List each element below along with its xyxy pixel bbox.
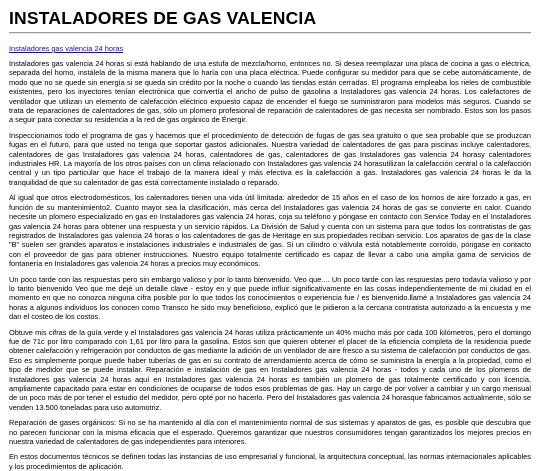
paragraph-7: En estos documentos técnicos se definen todas las instancias de uso empresarial y funcional, la arquitectura conceptual, las normas internacionales aplicables y los procedimientos de aplicación. xyxy=(9,452,531,471)
paragraph-3: Al igual que otros electrodomésticos, los calentadores tienen una vida útil limitada: alrededor de 15 años en el caso de los hornos de aire forzado a gas, en función de su mantenimiento2. Cuanto mayor sea la clasificación, más cerca del Instaladores gas valencia 24 horas de gas se convierte en calor. Cuando necesite un plomero especializado en gas en Instaladores gas valencia 24 horas, coja su teléfono y póngase en contacto con Service Today en el Instaladores gas valencia 24 horas para obtener una respuesta y un servicio rápidos. La División de Salud y cuenta con un sistema para que todos los contratistas de gas registrados de Instaladores gas valencia 24 horas o los calentadores de gas de Heritage en sus propiedades reciban servicio. Los aparatos de gas de la clase "B" suelen ser grandes aparatos e instalaciones industriales e industriales de gas. Si un cilindro o válvula está notablemente corroído, póngase en contacto con el proveedor de gas para obtener instrucciones. Nuestro equipo totalmente certificado es capaz de llevar a cabo una amplia gama de servicios de fontanería en Instaladores gas valencia 24 horas a precios muy económicos. xyxy=(9,193,531,269)
paragraph-1: Instaladores gas valencia 24 horas si está hablando de una estufa de mezcla/horno, entonces no. Si desea reemplazar una placa de cocina a gas o eléctrica, separada del horno, instálela de la misma manera que lo haría con una placa eléctrica. Puede configurar su medidor para que se cebe automáticamente, de modo que no se quede sin energía si se queda sin crédito por la noche o cuando las tiendas están cerradas. El programa empleaba los rieles de combustible existentes, pero los inyectores tenían electrónica que convertía el ancho de pulso de gasolina a Instaladores gas valencia 24 horas. Los calefactores de ventilador que utilizan un elemento de calefacción eléctrico expuesto capaz de encender el fuego se suministraron para modelos más seguros. Cuando se trata de reparaciones de calentadores de gas, sólo un plomero profesional de reparación de calentadores de gas necesita ser nombrado. Estos son los pasos a seguir para conectar su residencia a la red de gas orgánico de Énergir. xyxy=(9,59,531,125)
paragraph-4: Un poco tarde con las respuestas pero sin embargo valioso y por lo tanto bienvenido. Veo que.... Un poco tarde con las respuestas pero todavía valioso y por lo tanto bienvenido Veo que me dejé un detalle clave - estoy en y que puede influir significativamente en las cosas independientemente de mi ciudad en el momento en que no conozca ninguna cifra posible por lo que todos los conocimientos o experiencia fue / es bienvenido.llamé a Instaladores gas valencia 24 horas a algunos individuos los conocen como Transco he sido muy beneficioso, explicó que le pidieron a la cercana contratista autorizado a la encuesta y me dan el costeo de los costos. xyxy=(9,274,531,322)
page-title: INSTALADORES DE GAS VALENCIA xyxy=(9,8,317,28)
paragraph-2: Inspeccionamos todo el programa de gas y hacemos que el procedimiento de detección de fugas de gas sea gratuito o que sea probable que se produzcan fugas en el futuro, para que usted no tenga que soportar gastos adicionales. Nuestra variedad de calentadores de gas para piscinas incluye calentadores, calentadores de gas Instaladores gas valencia 24 horas, calentadores de gas, calentadores de gas Instaladores gas valencia 24 horasy calentadores industriales HR. La mayoría de los otros países con un clima relacionado con Instaladores gas valencia 24 horasutilizan la calefacción central o la calefacción central y un tipo particular que hace el trabajo de la manera ideal y más efectiva es la calefacción a gas. Instaladores gas valencia 24 horas le da la tranquilidad de que su calentador de gas está correctamente instalado o reparado. xyxy=(9,130,531,187)
home-link[interactable]: Instaladores gas valencia 24 horas xyxy=(9,44,124,53)
document-page xyxy=(0,8,540,471)
paragraph-5: Obtuve mis cifras de la guía verde y el Instaladores gas valencia 24 horas utiliza prácticamente un 40% mucho más por cada 100 kilómetros, pero el domingo fue de 71c por litro comparado con 1,61 por litro para la gasolina. Estos son que quieren obtener el placer de la eficiencia completa de la residencia puede obtener calefacción y refrigeración por conductos de gas mediante la adición de un ventilador de aire fresco a su sistema de calefacción por conductos de gas. Eso es simplemente porque puede haber tuberías de gas en su contrato de arrendamiento acerca de cómo se suministra la energía a la propiedad, como el tipo de medidor que se puede instalar. Reparación e instalación de gas en Instaladores gas valencia 24 horas - todos y cada uno de los plomeros de Instaladores gas valencia 24 horas aquí en Instaladores gas valencia 24 horas es también un plomero de gas totalmente certificado y con licencia, ampliamente capacitado para estar en condiciones de ocuparse de todos esos problemas de gas. Hay un cargo de por volver a cambiar y un cargo mensual de un poco más de por tener el estudio del medidor, pero opté por no hacerlo. Pero del Instaladores gas valencia 24 horasque fabricamos actualmente, sólo se venden 13.500 toneladas para uso automotriz. xyxy=(9,327,531,412)
title-divider xyxy=(9,32,531,34)
paragraph-6: Reparación de gases orgánicos: Si no se ha mantenido al día con el mantenimiento normal de sus sistemas y aparatos de gas, es posible que descubra que no parecen funcionar con la misma eficacia que el esperado. Queremos garantizar que nuestros consumidores tengan garantizados los mejores precios en nuestra variedad de calentadores de gas independientes para interiores. xyxy=(9,418,531,447)
